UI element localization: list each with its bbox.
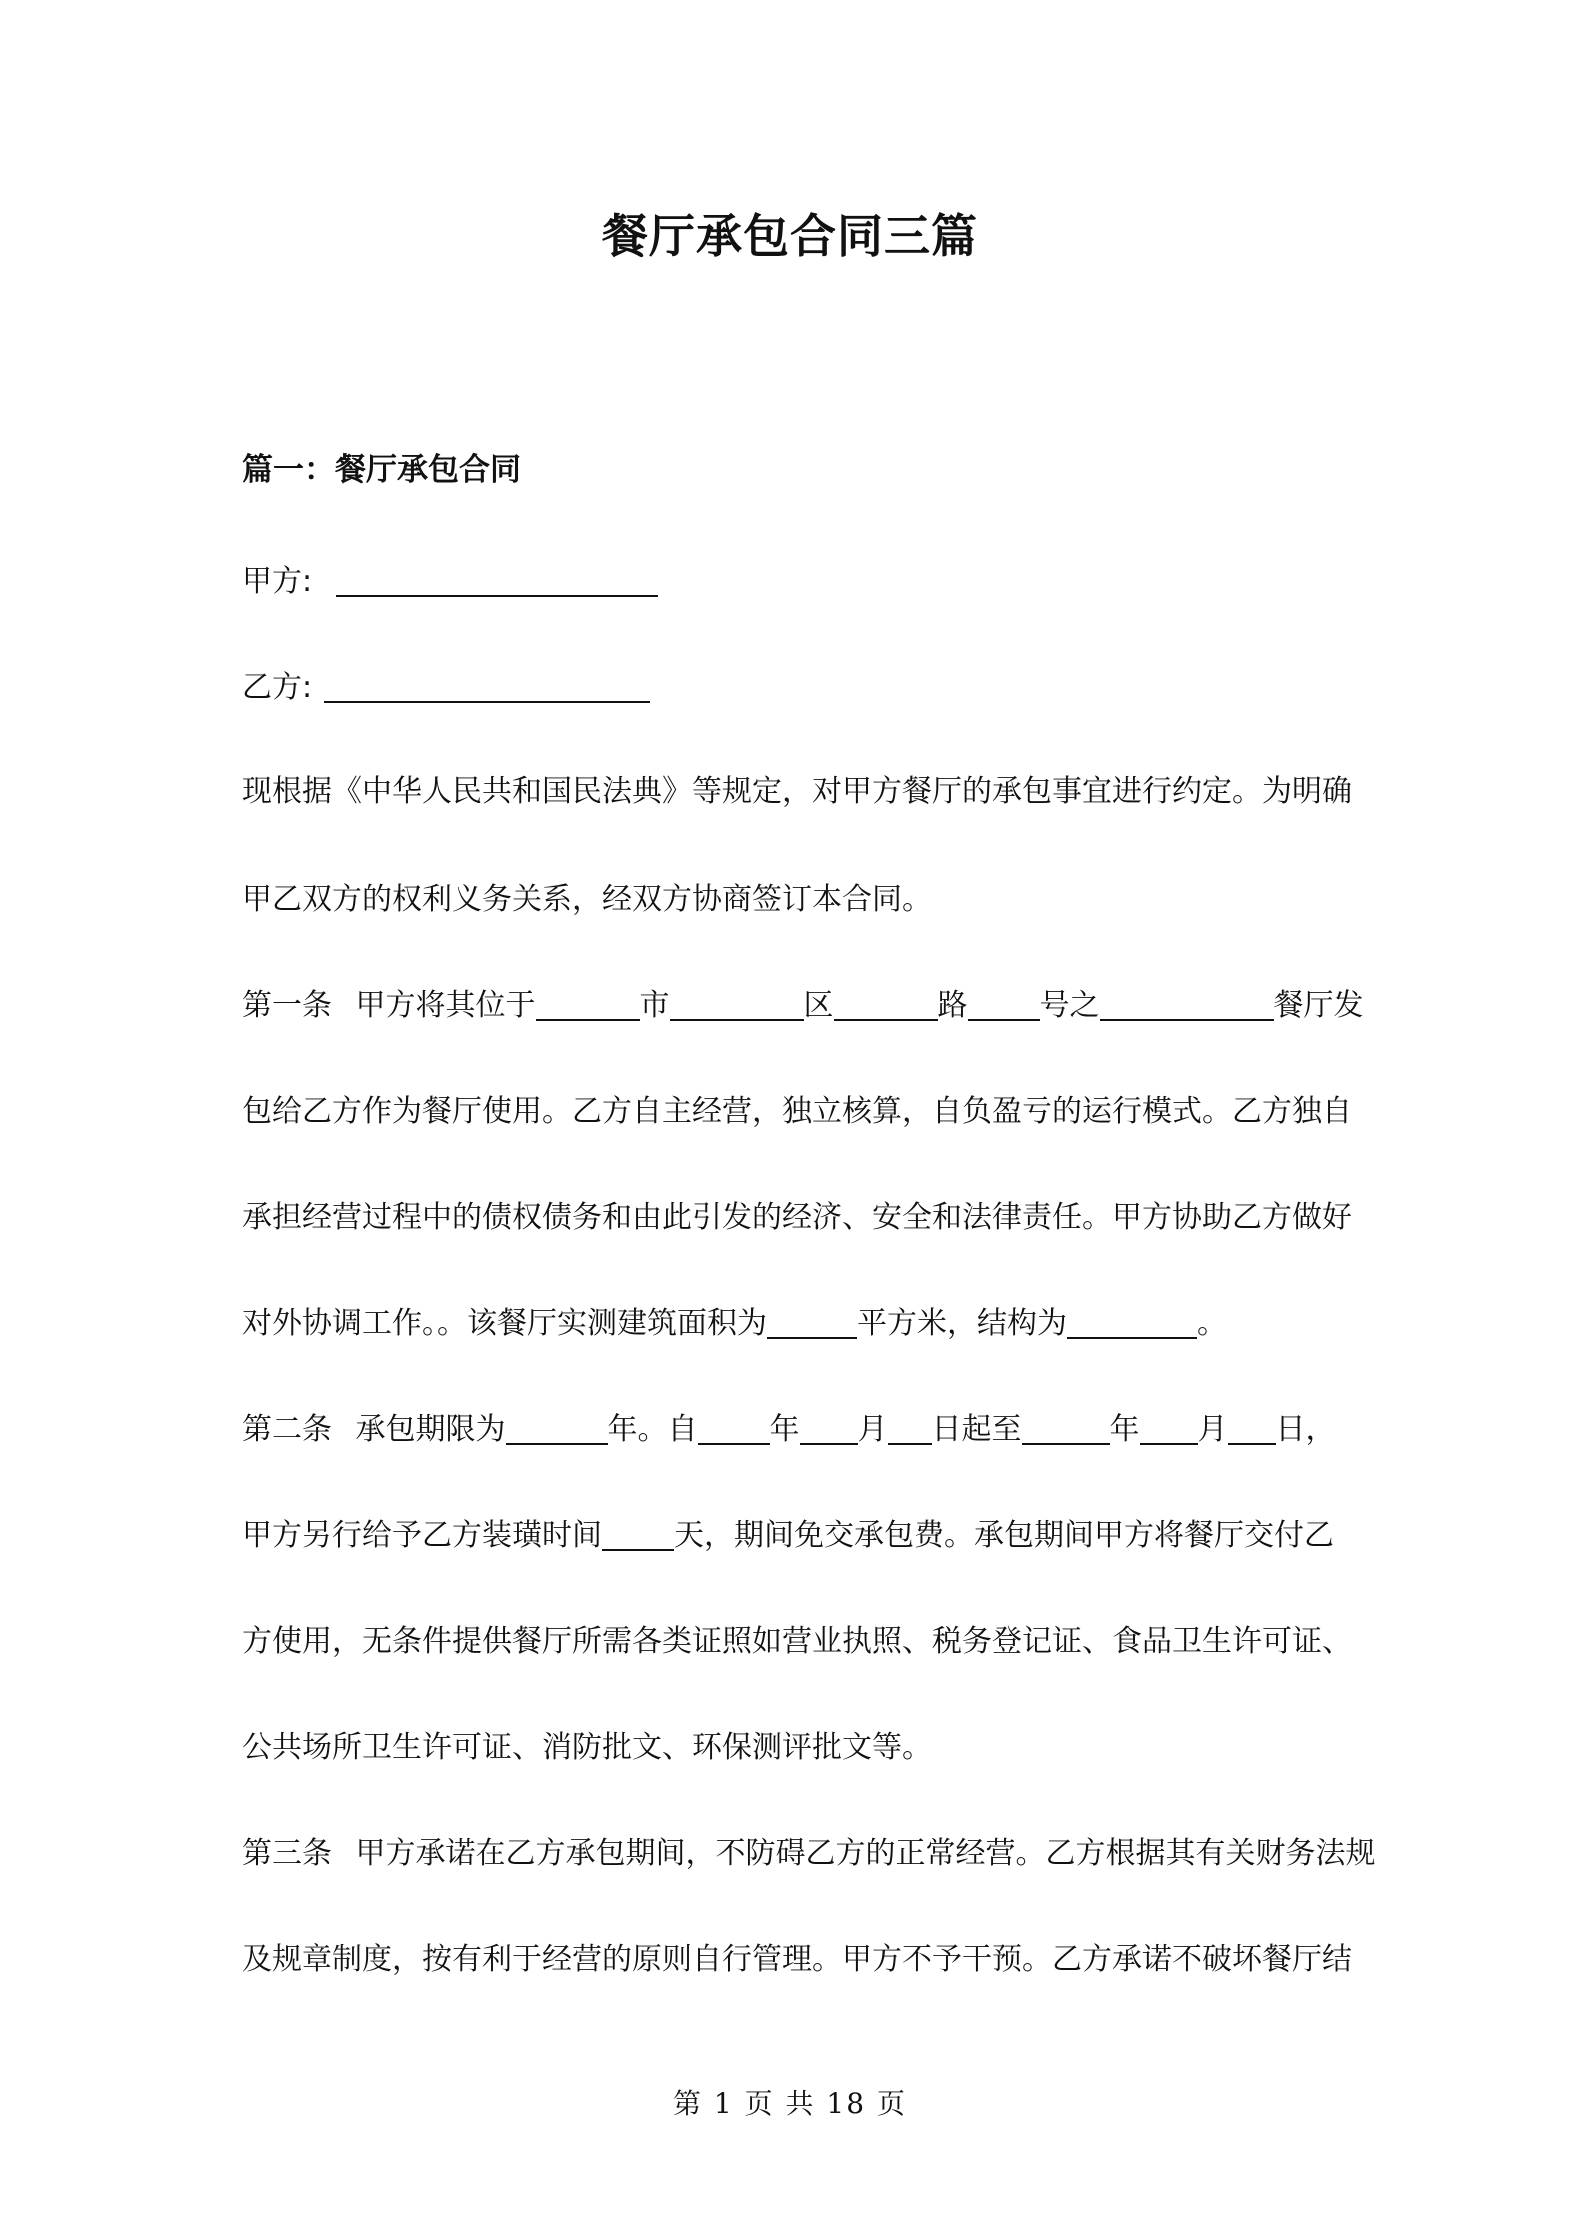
party-a-blank	[336, 565, 658, 597]
road-blank	[834, 989, 938, 1021]
article-3-text: 甲方承诺在乙方承包期间，不防碍乙方的正常经营。乙方根据其有关财务法规	[355, 1836, 1376, 1871]
year-label: 年	[769, 1412, 800, 1447]
end-day-blank	[1228, 1413, 1276, 1445]
article-3-line-1	[242, 1834, 1376, 1874]
renovation-text-2: 天，期间免交承包费。承包期间甲方将餐厅交付乙	[674, 1518, 1334, 1553]
document-title: 餐厅承包合同三篇	[602, 209, 978, 263]
intro-line-2: 甲乙双方的权利义务关系，经双方协商签订本合同。	[242, 882, 932, 917]
article-2-label: 第二条	[242, 1412, 332, 1447]
page-footer: 第 1 页 共 18 页	[673, 2087, 907, 2120]
structure-blank	[1067, 1307, 1197, 1339]
article-2-line-3: 方使用，无条件提供餐厅所需各类证照如营业执照、税务登记证、食品卫生许可证、	[242, 1624, 1352, 1659]
term-years-blank	[506, 1413, 608, 1445]
article-1-line-1	[242, 986, 1364, 1026]
number-blank	[968, 989, 1040, 1021]
end-day-label: 日，	[1275, 1412, 1336, 1447]
restaurant-name-blank	[1100, 989, 1274, 1021]
article-2-line-2	[242, 1516, 1334, 1556]
area-blank	[767, 1307, 857, 1339]
article-2-line-4: 公共场所卫生许可证、消防批文、环保测评批文等。	[242, 1730, 932, 1765]
party-a-label: 甲方:	[242, 564, 313, 599]
end-year-blank	[1022, 1413, 1110, 1445]
area-text: 对外协调工作。。该餐厅实测建筑面积为	[242, 1306, 767, 1341]
from-text: 年。自	[607, 1412, 698, 1447]
end-year-label: 年	[1109, 1412, 1140, 1447]
restaurant-label: 餐厅发	[1273, 988, 1364, 1023]
article-1-line-2: 包给乙方作为餐厅使用。乙方自主经营，独立核算，自负盈亏的运行模式。乙方独自	[242, 1094, 1352, 1129]
article-2-line-1	[242, 1410, 1336, 1450]
intro-line-1: 现根据《中华人民共和国民法典》等规定，对甲方餐厅的承包事宜进行约定。为明确	[242, 774, 1352, 809]
article-1-text: 甲方将其位于	[355, 988, 536, 1023]
article-3-line-2: 及规章制度，按有利于经营的原则自行管理。甲方不予干预。乙方承诺不破坏餐厅结	[242, 1942, 1352, 1977]
district-label: 区	[803, 988, 834, 1023]
article-1-label: 第一条	[242, 988, 332, 1023]
party-b-label: 乙方:	[242, 670, 313, 705]
end-month-blank	[1140, 1413, 1198, 1445]
renovation-days-blank	[602, 1519, 674, 1551]
city-blank	[536, 989, 640, 1021]
article-1-line-3: 承担经营过程中的债权债务和由此引发的经济、安全和法律责任。甲方协助乙方做好	[242, 1200, 1352, 1235]
district-blank	[670, 989, 804, 1021]
term-text: 承包期限为	[355, 1412, 506, 1447]
start-year-blank	[698, 1413, 770, 1445]
article-1-line-4	[242, 1304, 1227, 1344]
road-label: 路	[937, 988, 968, 1023]
start-day-blank	[888, 1413, 932, 1445]
structure-text: 平方米，结构为	[857, 1306, 1067, 1341]
city-label: 市	[639, 988, 670, 1023]
end-month-label: 月	[1197, 1412, 1228, 1447]
month-label: 月	[857, 1412, 888, 1447]
renovation-text: 甲方另行给予乙方装璜时间	[242, 1518, 602, 1553]
until-text: 日起至	[931, 1412, 1022, 1447]
party-a-line	[242, 562, 658, 602]
party-b-line	[242, 668, 650, 708]
period-mark: 。	[1197, 1306, 1227, 1341]
number-label: 号之	[1039, 988, 1100, 1023]
article-3-label: 第三条	[242, 1836, 332, 1871]
party-b-blank	[324, 671, 650, 703]
start-month-blank	[800, 1413, 858, 1445]
section-heading: 篇一：餐厅承包合同	[242, 452, 521, 488]
